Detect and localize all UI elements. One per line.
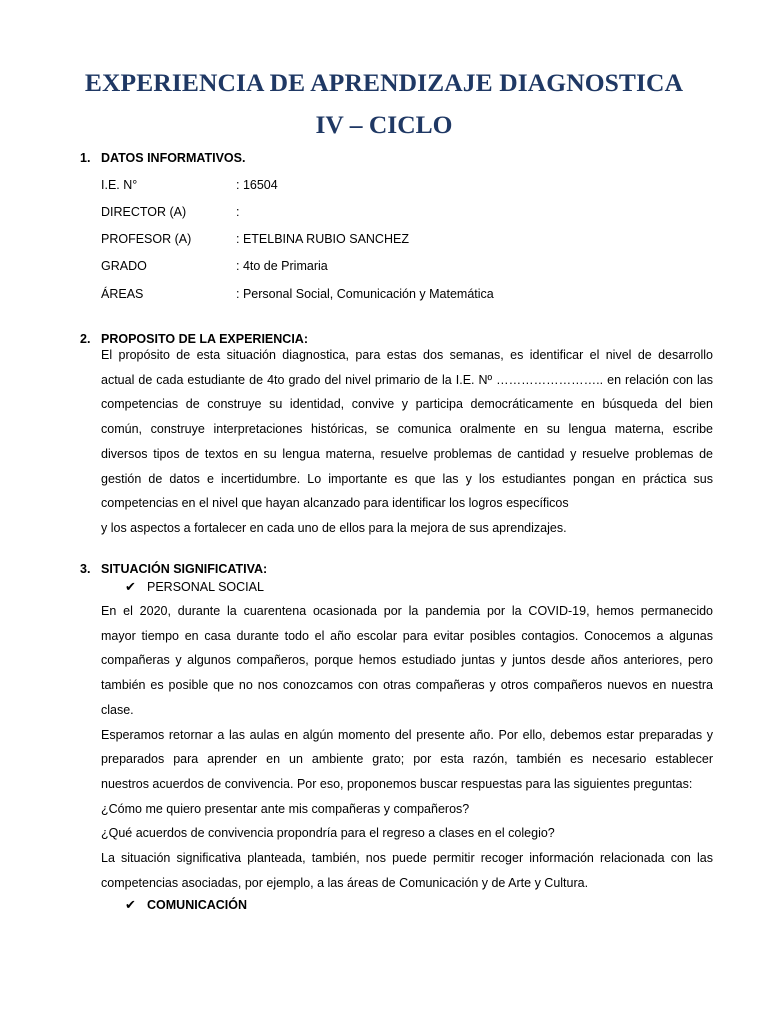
paragraph-line: mayor tiempo en casa durante todo el año escolar para evitar posibles contagios. Conocemos a algunas <box>101 628 713 643</box>
purpose-paragraph <box>101 343 713 541</box>
checkmark-icon: ✔ <box>125 897 136 912</box>
paragraph-line: también es posible que no nos conozcamos con otras compañeras y otros compañeros nuevos en nuestra <box>101 678 713 693</box>
subheading-comunicacion <box>125 897 247 913</box>
info-label-ie: I.E. N° <box>101 178 138 192</box>
situation-paragraph <box>101 599 713 895</box>
section-number: 3. <box>80 562 91 576</box>
paragraph-line: El propósito de esta situación diagnostica, para estas dos semanas, es identificar el nivel de desarrollo <box>101 348 713 362</box>
subheading-personal-social <box>125 579 264 595</box>
paragraph-line: Esperamos retornar a las aulas en algún momento del presente año. Por ello, debemos estar preparadas y <box>101 727 713 742</box>
paragraph-line: nuestros acuerdos de convivencia. Por eso, proponemos buscar respuestas para las siguientes preguntas: <box>101 776 693 791</box>
section-number: 2. <box>80 332 91 346</box>
paragraph-line: competencias en el nivel que hayan alcanzado para identificar los logros específicos <box>101 496 569 511</box>
info-label-profesor: PROFESOR (A) <box>101 232 192 246</box>
info-label-grado: GRADO <box>101 259 147 273</box>
document-subtitle: IV – CICLO <box>315 110 453 139</box>
paragraph-line: ¿Qué acuerdos de convivencia propondría para el regreso a clases en el colegio? <box>101 826 555 841</box>
info-value-grado: : 4to de Primaria <box>236 259 328 273</box>
section-heading: SITUACIÓN SIGNIFICATIVA: <box>101 562 268 576</box>
info-value-director: : <box>236 205 240 219</box>
checkmark-icon: ✔ <box>125 579 136 594</box>
paragraph-line: En el 2020, durante la cuarentena ocasionada por la pandemia por la COVID-19, hemos permanecido <box>101 604 713 618</box>
paragraph-line: actual de cada estudiante de 4to grado del nivel primario de la I.E. Nº …………………….. en relación con las <box>101 372 713 387</box>
info-value-profesor: : ETELBINA RUBIO SANCHEZ <box>236 232 409 246</box>
info-label-areas: ÁREAS <box>101 287 144 301</box>
paragraph-line: y los aspectos a fortalecer en cada uno de ellos para la mejora de sus aprendizajes. <box>101 520 567 535</box>
subheading-label: PERSONAL SOCIAL <box>147 580 264 594</box>
paragraph-line: La situación significativa planteada, también, nos puede permitir recoger información relacionada con las <box>101 851 713 866</box>
paragraph-line: clase. <box>101 702 134 717</box>
paragraph-line: gestión de datos e incertidumbre. Lo importante es que las y los estudiantes pongan en práctica sus <box>101 471 713 486</box>
paragraph-line: común, construye interpretaciones históricas, se comunica oralmente en su lengua materna, escribe <box>101 422 713 437</box>
document-title: EXPERIENCIA DE APRENDIZAJE DIAGNOSTICA <box>84 68 684 97</box>
section-heading: PROPOSITO DE LA EXPERIENCIA: <box>101 332 308 346</box>
paragraph-line: preparados para aprender en un ambiente grato; por esta razón, también es necesario establecer <box>101 752 713 767</box>
info-value-areas: : Personal Social, Comunicación y Matemática <box>236 287 494 301</box>
info-value-ie: : 16504 <box>236 178 278 192</box>
subheading-label: COMUNICACIÓN <box>147 898 247 912</box>
section-number: 1. <box>80 151 91 165</box>
paragraph-line: ¿Cómo me quiero presentar ante mis compañeras y compañeros? <box>101 801 470 816</box>
paragraph-line: compañeras y algunos compañeros, porque hemos estudiado juntas y juntos desde años anteriores, pero <box>101 653 713 668</box>
section-heading: DATOS INFORMATIVOS. <box>101 151 246 165</box>
paragraph-line: diversos tipos de textos en su lengua materna, resuelve problemas de cantidad y resuelve problemas de <box>101 446 713 461</box>
paragraph-line: competencias de construye su identidad, convive y participa democráticamente en búsqueda del bien <box>101 397 713 412</box>
paragraph-line: competencias asociadas, por ejemplo, a las áreas de Comunicación y de Arte y Cultura. <box>101 875 589 890</box>
info-label-director: DIRECTOR (A) <box>101 205 187 219</box>
